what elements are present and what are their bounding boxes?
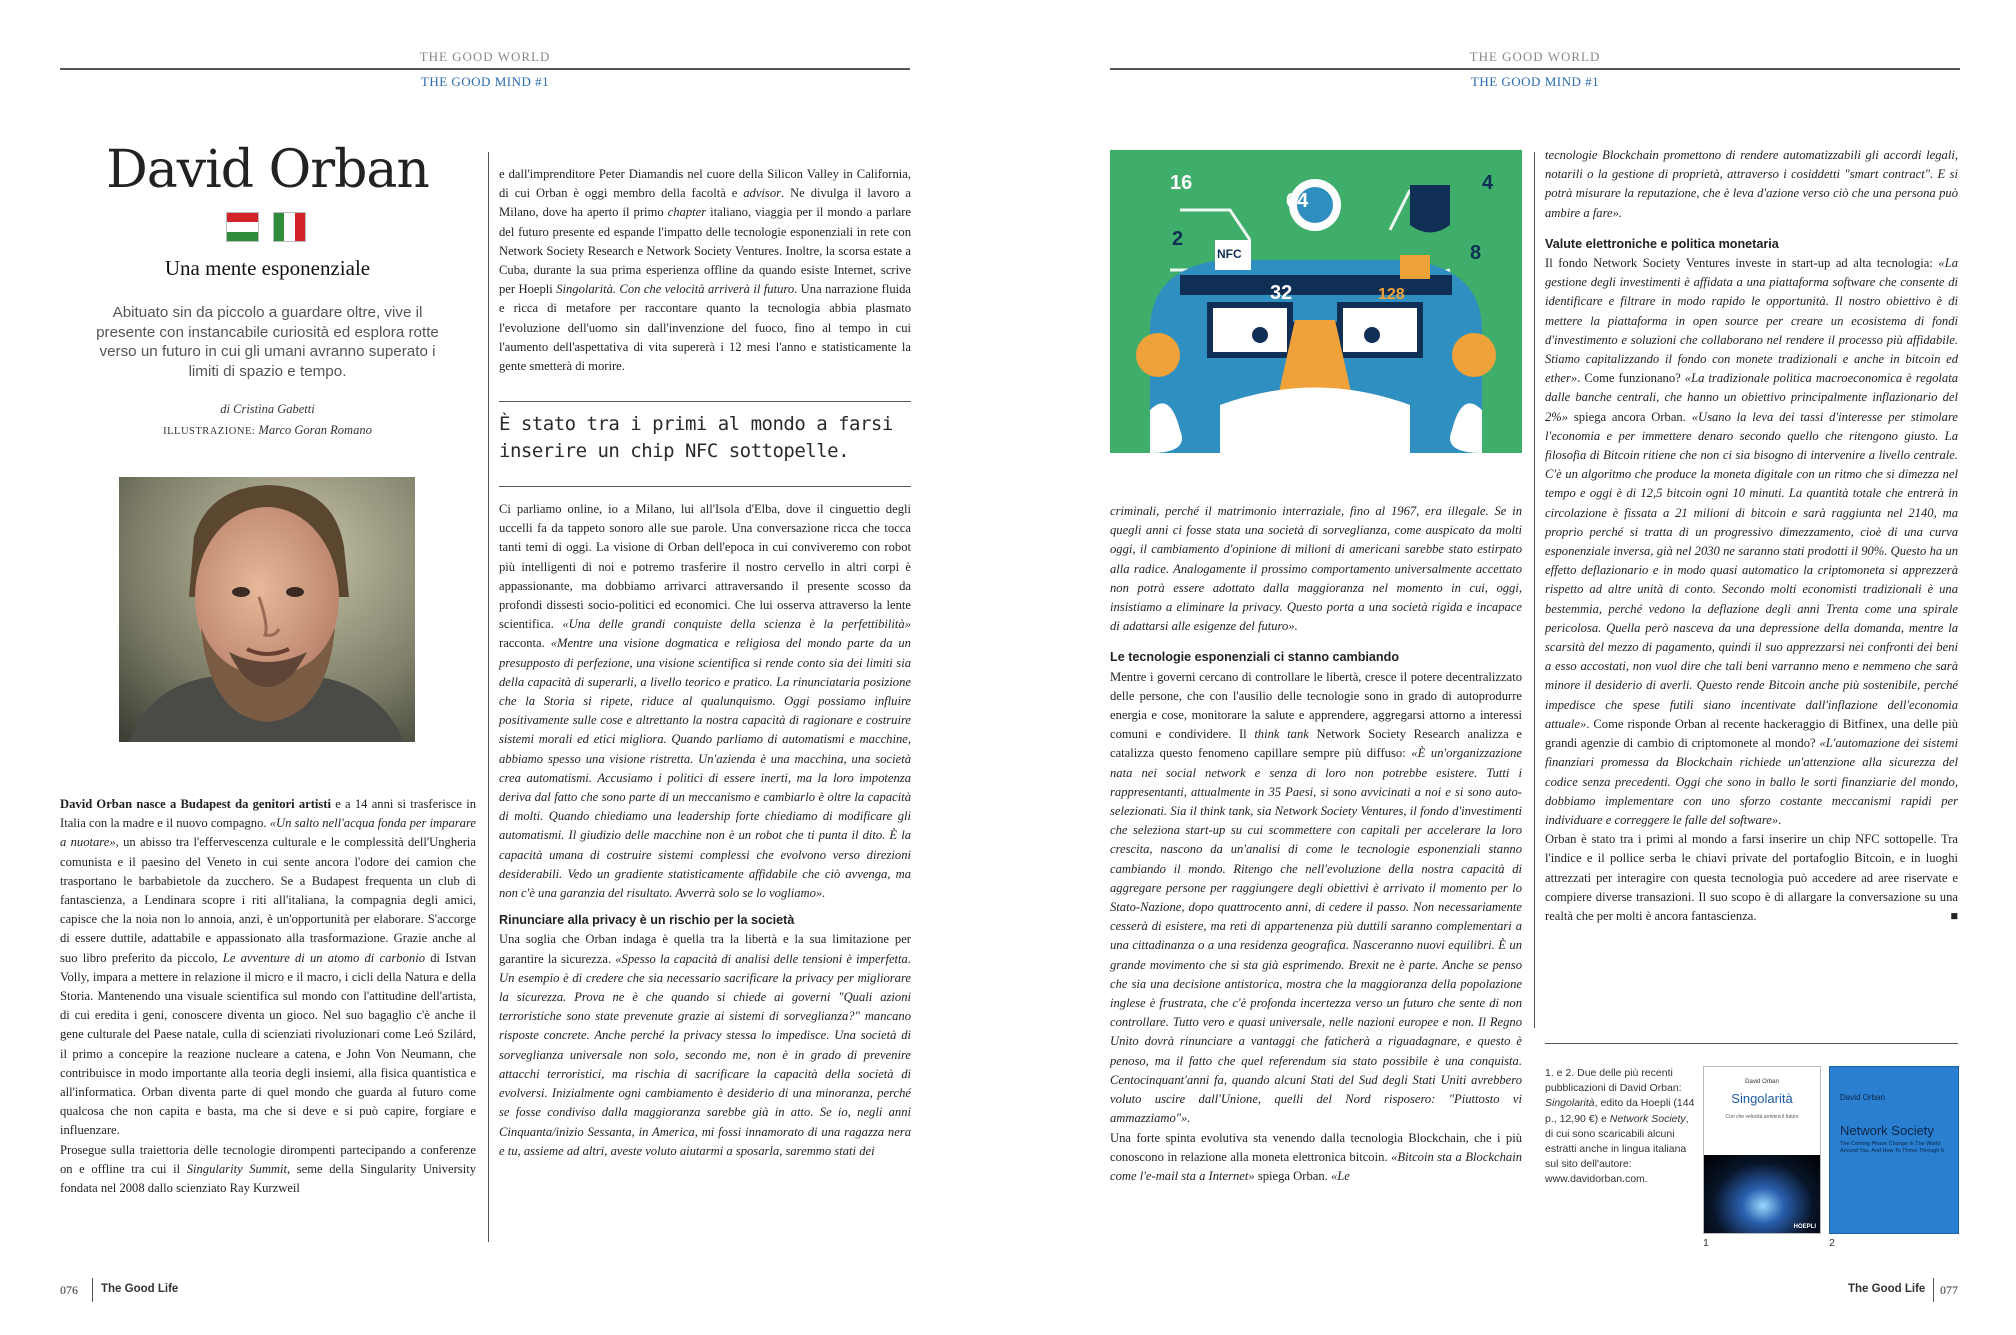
caption-book-title: Singolarità (1545, 1097, 1595, 1110)
book-title: Singolarità. Con che velocità arriverà il futuro (556, 282, 795, 297)
section-label-right: THE GOOD WORLD (1469, 49, 1601, 64)
text-run: chapter (667, 205, 707, 220)
illustration-number: 64 (1286, 190, 1309, 212)
page-number-right: 077 (1940, 1283, 1958, 1297)
text-run: , un abisso tra l'effervescenza culturale e le complessità dell'Ungheria comunista e il paesino del Veneto in cui sente ancora l'odore dei camion che trasportano le barbabietole da zucchero. Se a Budapest frequenta un club di fantascienza, a Lendinara scopre i riti all'italiana, la compagnia degli amici, capisce che la noia non lo annoia, anzi, è un'opportunità per elaborare. S'accorge di essere duttile, adattabile e appassionato alla trasformazione. Grazie anche al suo libro preferito da piccolo, (60, 835, 477, 965)
text-run: Network Society Research analizza e catalizza questo fenomeno capillare sempre più diffuso: (1110, 727, 1522, 761)
pullquote-rule-top (499, 401, 911, 402)
text-run: Mentre i governi cercano di controllare le libertà, cresce il potere decentralizzato delle persone, che con l'ausilio delle tecnologie sono in grado di autoprodurre energia e cose, monitorare la salute e apprendere, aggregarsi attorno a interessi comuni e condividere. Il (1110, 669, 1522, 742)
paragraph (60, 1141, 476, 1199)
illustration-number: 128 (1378, 286, 1405, 303)
paragraph (1110, 1129, 1522, 1187)
text-run: Una forte spinta evolutiva sta venendo dalla tecnologia Blockchain, che i più conoscono in relazione alla moneta elettronica bitcoin. (1110, 1130, 1522, 1164)
pullquote-rule-bottom (499, 486, 911, 487)
book-author: David Orban (1840, 1093, 1885, 1102)
caption-text: 1. e 2. Due delle più recenti pubblicazioni di David Orban: (1545, 1067, 1682, 1095)
sidebar-rule (1545, 1043, 1958, 1044)
text-run: di Istvan Volly, impara a mettere in relazione il micro e il macro, i cicli della Natura e della Storia. Mantenendo una visuale scientifica sul mondo con l'attitudine dell'artista, di cui eredita i geni, conoscere diventa un gioco. Nel suo bagaglio c'è anche il gene culturale del Paese natale, culla di scienziati rivoluzionari come Leó Szilárd, il primo a concepire la reazione nucleare a catena, e John Von Neumann, che contribuisce in modo importante alla teoria degli insiemi, alla fisica quantistica e all'informatica. Orban diventa parte di quel mondo che guarda al futuro come qualcosa che non capita e basta, ma che si deve e si può capire, forgiare e influenzare. (60, 950, 476, 1138)
illustrator-name: Marco Goran Romano (258, 423, 372, 437)
section-label-left: THE GOOD WORLD (419, 49, 551, 64)
nfc-chip-icon: NFC (1217, 247, 1242, 261)
series-label-left: THE GOOD MIND #1 (420, 74, 550, 89)
caption-text: , edito da Hoepli (144 p., 12,90 €) e (1545, 1097, 1695, 1125)
quote-run: «Una delle grandi conquiste della scienza è la perfettibilità» (562, 617, 911, 632)
paragraph (1110, 668, 1522, 1129)
paragraph (499, 930, 911, 1160)
text-run: , seme della Singularity University fondata nel 2008 dallo scienziato Ray Kurzweil (60, 1161, 476, 1196)
text-run: Orban è stato tra i primi al mondo a farsi inserire un chip NFC sottopelle. Tra l'indice e il pollice serba le chiavi private del portafoglio Bitcoin, e in luoghi attrezzati per interagire con questa tecnologia può accedere ad aree riservate e compiere diverse transazioni. Il suo scopo è di allargare la conversazione su una realtà che per molti è ancora fantascienza. (1545, 832, 1958, 923)
text-run: Prosegue sulla traiettoria delle tecnologie dirompenti partecipando a conferenze on e offline tra cui il (60, 1142, 476, 1176)
text-run: Il fondo Network Society Ventures investe in start-up ad alta tecnologia: (1545, 256, 1939, 271)
header-rule-right (1110, 68, 1960, 70)
article-column-2b (499, 500, 911, 1161)
book-author: David Orban (1745, 1079, 1779, 1085)
book-subtitle: Con che velocità arriverà il futuro (1725, 1114, 1799, 1120)
header-rule-left (60, 68, 910, 70)
text-run: spiega ancora Orban. (1568, 409, 1692, 424)
article-subtitle: Una mente esponenziale (164, 256, 371, 280)
illustration-number: 16 (1170, 172, 1193, 194)
quote-run: «Un salto nell'acqua fonda per imparare a nuotare» (60, 816, 476, 850)
quote-run: «La tradizionale politica macroeconomica è regolata dalle banche centrali, che hanno un obiettivo principalmente inflazionario del 2%» (1545, 371, 1959, 424)
article-column-4 (1545, 146, 1958, 926)
book-title: Singolarità (1731, 1091, 1793, 1106)
italy-flag (273, 212, 306, 242)
quote-run: «Usano la leva dei tassi d'interesse per stimolare l'economia e per immettere denaro secondo quello che ritengono giusto. La filosofia di Bitcoin ritiene che non ci sia bisogno di intervenire a livello centrale. C'è un algoritmo che produce la moneta digitale con un ritmo che si dimezza nel tempo e oggi è di 12,5 bitcoin ogni 10 minuti. La quantità totale che entrerà in circolazione è fissata a 21 milioni di bitcoin e sarà raggiunta nel 2140, ma proprio perché si tratta di un progressivo dimezzamento, cioè di una curva esponenziale inversa, già nel 2030 ne saranno stati prodotti il 90%. Questo ha un effetto deflazionario e in modo quasi automatico la criptomoneta si apprezzerà rispetto ad altre unità di conto. Secondo molti economisti tradizionali è una bestemmia, perché vedono la deflazione degli anni Trenta come una spirale pericolosa. Quella però nasceva da una depressione della domanda, mentre la scarsità del mezzo di pagamento, quindi il suo apprezzarsi nei confronti dei beni a esso accostati, non vuol dire che tali beni varranno meno e nemmeno che sarà minore il desiderio di averli. Questo rende Bitcoin anche più sostenibile, perché impedisce che spese futili siano incentivate dall'inflazione dell'economia attuale» (1545, 409, 1958, 731)
illustration-number: 32 (1270, 282, 1293, 304)
paragraph (499, 500, 911, 903)
text-run: advisor (743, 186, 782, 201)
illustration-number: 8 (1470, 242, 1482, 264)
text-run: e dall'imprenditore Peter Diamandis nel cuore della Silicon Valley in California, di cui Orban è oggi membro della facoltà e (499, 167, 911, 201)
article-column-3 (1110, 502, 1522, 1186)
text-run: . Come funzionano? (1577, 371, 1685, 386)
quote-run: «Mentre una visione dogmatica e religiosa del mondo parte da un presupposto di perfezione, una visione scientifica si rende conto sia dei limiti sia della capacità di superarli, a livello teorico e pratico. La rinunciataria posizione che la Storia si ripete, riduce al qualunquismo. Oggi possiamo influire positivamente sulle cose e altrettanto la nostra capacità di ragionare e costruire sistemi morali ed etici migliora. Quando parliamo di automatismi e macchine, abbiamo spesso una visione ristretta. Un'azienda è una macchina, una società crea automatismi. Accusiamo i politici di essere inerti, ma la loro impotenza deriva dal fatto che sono parte di un meccanismo e cambiarlo è oltre la capacità di molti. Quando chiediamo una leadership forte chiediamo di modificare gli automatismi. Il giudizio delle macchine non è un robot che ti punta il dito. È la capacità umana di costruire sistemi complessi che evolvono verso direzioni desiderabili. Vedo un gradiente statisticamente affidabile che ciò avvenga, ma non c'è una garanzia del risultato. Avverrà solo se lo vogliamo». (499, 636, 911, 901)
illustration-number: 4 (1482, 172, 1494, 194)
column-divider (1534, 152, 1535, 1028)
end-mark: ■ (1950, 908, 1958, 923)
paragraph: criminali, perché il matrimonio interraziale, fino al 1967, era illegale. Se in quegli anni ci fosse stata una società di sorveglianza, come auspicato da molti oggi, il cambiamento d'opinione di milioni di americani sarebbe stato estirpato alla radice. Analogamente il prossimo comportamento universalmente accettato non potrà essere adottato dalla maggioranza nel momento in cui, oggi, insistiamo a eliminare la privacy. Questo porta a una società rigida e incapace di adattarsi alle esigenze del futuro». (1110, 504, 1522, 634)
books-caption (1545, 1066, 1695, 1188)
footer-divider-right (1933, 1278, 1934, 1302)
book-number: 2 (1829, 1237, 1835, 1249)
column-divider (488, 152, 489, 1242)
magazine-name-right: The Good Life (1848, 1283, 1926, 1295)
series-label-right: THE GOOD MIND #1 (1470, 74, 1600, 89)
article-column-1 (60, 795, 476, 1198)
text-run: . Una narrazione fluida e ricca di metafore per raccontare quanto la tecnologia abbia plasmato l'evoluzione dell'uomo sin dall'invenzione del fuoco, fino al tempo in cui l'aumento dell'aspettativa di vita supererà i 12 mesi l'anno e statisticamente la gente smetterà di morire. (499, 282, 912, 374)
text-run: e a 14 anni si trasferisce in Italia con la madre e il nuovo compagno. (60, 797, 476, 831)
paragraph (499, 165, 911, 376)
byline-illustrator (60, 423, 475, 438)
caption-book-title: Network Society (1609, 1112, 1686, 1125)
quote-run: «L'automazione dei sistemi finanziari promessa da Blockchain richiede un'attenzione alla sicurezza del codice senza precedenti. Oggi che sono in ballo le sorti finanziarie del mondo, dobbiamo implementare con uno sforzo costante meccanismi rapidi per individuare e correggere le falle del software» (1545, 736, 1959, 827)
quote-run: «È un'organizzazione nata nei social network e senza di loro non potrebbe esistere. Tutti i rappresentanti, attualmente in 35 Paesi, si sono avvicinati a noi e si sono auto-selezionati. Sia il think tank, sia Network Society Ventures, il fondo d'investimenti che seleziona start-up su cui scommettere con capitali per accelerare la loro crescita, nascono da un'analisi di come le tecnologie esponenziali stanno cambiando il mondo. Ritengo che nell'evoluzione della nostra capacità di aggregare persone per raggiungere degli obiettivi è arrivato il momento per lo Stato-Nazione, dopo quattrocento anni, di cedere il passo. Non necessariamente cesserà di esistere, ma reti di appartenenza più duttili saranno complementari a una cittadinanza o a una residenza geografica. Nasceranno nuovi equilibri. È un grande movimento che si sta già esprimendo. Brexit ne è parte. Anche se penso che sia una decisione antistorica, mostra che la maggioranza della popolazione inglese è frustrata, che c'è profonda incertezza verso un futuro che sente di non controllare. Tutto vero e quasi universale, nelle nazioni europee e non. Il Regno Unito dovrà rinunciare a vantaggi che faticherà a riguadagnare, e questo è penoso, ma il fatto che quel referendum sia stato possibile è una conquista. Centocinquant'anni fa, quando alcuni Stati del Sud degli Stati Uniti avrebbero voluto uscire dall'Unione, quelli del Nord risposero: "Piuttosto vi ammazziamo"». (1110, 746, 1522, 1126)
illustration-number: 2 (1172, 228, 1184, 250)
magazine-name-left: The Good Life (101, 1283, 179, 1295)
book-number: 1 (1703, 1237, 1709, 1249)
book-cover-art (1704, 1155, 1821, 1233)
byline-author: di Cristina Gabetti (220, 402, 315, 416)
hungary-flag (226, 212, 259, 242)
text-run: . (1778, 812, 1782, 827)
text-run: . Ne divulga il lavoro a Milano, dove ha aperto il primo (499, 186, 911, 220)
event-title: Singularity Summit (186, 1161, 288, 1176)
section-heading-currency: Valute elettroniche e politica monetaria (1545, 236, 1779, 251)
text-run: racconta. (499, 636, 551, 651)
text-run: Ci parliamo online, io a Milano, lui all'Isola d'Elba, dove il cinguettio degli uccelli fa da tappeto sonoro alle sue parole. Una conversazione ricca che tocca tanti temi di oggi. La visione di Orban dell'epoca in cui conviveremo con robot più intelligenti di noi e potremo trasferire il nostro cervello in altri corpi è appassionante, ma dobbiamo arrivarci attraversando il presente scosso da profondi dissesti socio-politici ed economici. Che lui osserva attraverso la lente scientifica. (499, 502, 911, 632)
text-run: think tank (1254, 727, 1309, 742)
pull-quote: È stato tra i primi al mondo a farsi inserire un chip NFC sottopelle. (499, 413, 893, 462)
article-column-2 (499, 165, 911, 376)
text-run: italiano, viaggia per il mondo a parlare del futuro presente ed espande l'impatto delle tecnologie esponenziali in rete con Network Society Research e Network Society Ventures. Inoltre, la scorsa estate a Cuba, durante la sua prima esperienza offline da quando esiste Internet, scrive per Hoepli (499, 205, 911, 297)
section-heading-privacy: Rinunciare alla privacy è un rischio per la società (499, 913, 795, 928)
footer-divider-left (92, 1278, 93, 1302)
quote-run: «Le (1330, 1168, 1350, 1183)
text-run: . Come risponde Orban al recente hackeraggio di Bitfinex, una delle più grandi agenzie di cambio di criptomonete al mondo? (1545, 716, 1958, 751)
paragraph (60, 795, 476, 1141)
illustration-label: ILLUSTRAZIONE: (163, 426, 256, 437)
paragraph (1545, 830, 1958, 926)
book-subtitle: The Coming Phase Change in The World Around You, And How To Thrive Through It (1840, 1141, 1944, 1154)
quote-run: «La gestione degli investimenti è affidata a una piattaforma software che consente di identificare e filtrare in modo rapido le opportunità. Il nostro obiettivo è di mettere la piattaforma in open source per creare un ecosistema di fondi d'investimento e soluzioni che collaborano nel rendere il processo più affidabile. Stiamo capitalizzando il fondo con monete tradizionali e anche in bitcoin ed ether» (1545, 256, 1958, 386)
book-title: Network Society (1840, 1123, 1934, 1138)
text-run: spiega Orban. (1254, 1168, 1331, 1183)
article-deck: Abituato sin da piccolo a guardare oltre, vive il presente con instancabile curiosità ed esplora rotte verso un futuro in cui gli umani avranno superato i limiti di spazio e tempo. (96, 304, 439, 380)
book-cover-network-society (1829, 1066, 1959, 1234)
book-title: Le avventure di un atomo di carbonio (222, 950, 425, 965)
page-number-left: 076 (60, 1283, 78, 1297)
illustration (1110, 150, 1522, 453)
article-title: David Orban (106, 140, 429, 200)
book-cover-singolarita (1703, 1066, 1821, 1234)
portrait-photo (119, 477, 415, 742)
quote-run: «Bitcoin sta a Blockchain come l'e-mail sta a Internet» (1110, 1149, 1522, 1183)
caption-text: , di cui sono scaricabili alcuni estratti anche in lingua italiana sul sito dell'autore: www.davidorban.com. (1545, 1112, 1689, 1186)
section-heading-exponential: Le tecnologie esponenziali ci stanno cambiando (1110, 650, 1400, 665)
paragraph: tecnologie Blockchain promettono di rendere automatizzabili gli accordi legali, notarili o la gestione di proprietà, attraverso i cosiddetti "smart contract". E si potrà misurare la reputazione, che è leva d'azione verso ciò che una persona può ambire a fare». (1545, 148, 1958, 220)
quote-run: «Spesso la capacità di analisi delle tensioni è imperfetta. Un esempio è di credere che sia necessario sacrificare la privacy per migliorare la sicurezza. Prova ne è che quando si chiede ai governi "Quali azioni terroristiche sono state prevenute grazie ai sistemi di sorveglianza?" mancano risposte concrete. Anche perché la privacy stessa lo impedisce. Una società di sorveglianza universale non solo, secondo me, non è in grado di prevenire attacchi terroristici, ma rischia di sacrificare la capacità della società di evolversi. Inizialmente ogni cambiamento è desiderio di una minoranza, perché se fosse condiviso dalla maggioranza sarebbe già in atto. Se io, negli anni Cinquanta/inizio Sessanta, in America, mi fossi innamorato di una ragazza nera e tu, assieme ad altri, aveste voluto aiutarmi a sposarla, saremmo stati dei (499, 951, 911, 1158)
text-run: Una soglia che Orban indaga è quella tra la libertà e la sua limitazione per garantire la sicurezza. (499, 932, 911, 966)
book-publisher: HOEPLI (1793, 1224, 1816, 1230)
lead-in-bold: David Orban nasce a Budapest da genitori artisti (60, 797, 331, 811)
paragraph (1545, 254, 1958, 830)
